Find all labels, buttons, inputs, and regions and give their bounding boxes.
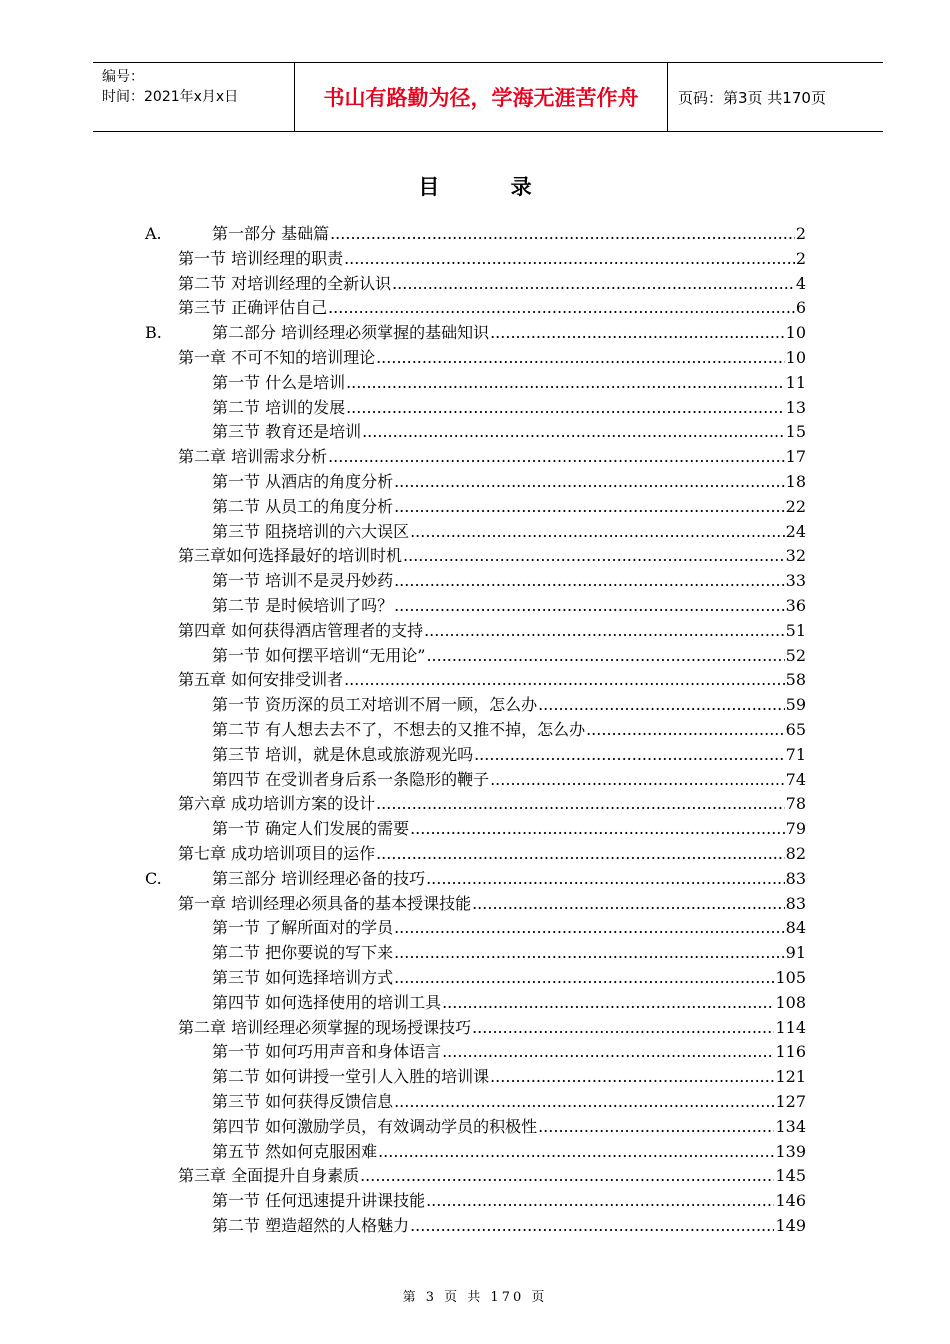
toc-entry-title: 第一节 如何巧用声音和身体语言 [212,1042,442,1062]
toc-entry-title: 第四节 在受训者身后系一条隐形的鞭子 [212,769,490,789]
toc-entry-page: 59 [785,695,806,715]
toc-entry-title: 第二节 有人想去去不了，不想去的又推不掉，怎么办 [212,720,586,739]
toc-entry-page: 134 [775,1116,806,1136]
toc-entry-page: 10 [785,323,806,343]
toc-leader-dots [394,593,785,618]
toc-leader-dots [344,667,785,692]
toc-leader-dots [472,1015,774,1040]
toc-part-prefix: C. [145,868,162,888]
toc-entry[interactable] [212,940,806,965]
toc-entry[interactable] [178,891,806,916]
toc-leader-dots [474,742,785,767]
toc-leader-dots [346,370,785,395]
toc-entry-title: 第七章 成功培训项目的运作 [178,844,376,863]
toc-entry-title: 第一章 不可不知的培训理论 [178,348,376,367]
toc-leader-dots [328,295,795,320]
toc-entry[interactable] [212,965,806,990]
toc-entry-page: 58 [785,670,806,690]
toc-leader-dots [346,395,785,420]
toc-leader-dots [394,568,785,593]
toc-entry-title: 第三节 培训，就是休息或旅游观光吗 [212,744,474,764]
toc-leader-dots [394,1089,774,1114]
toc-leader-dots [394,494,785,519]
toc-entry[interactable] [178,543,806,568]
toc-entry[interactable] [212,1039,806,1064]
toc-leader-dots [490,767,785,792]
toc-entry-page: 17 [785,447,806,467]
toc-entry[interactable] [212,1139,806,1164]
toc-entry-page: 65 [785,720,806,739]
document-number: 编号： [102,69,144,85]
toc-leader-dots [490,1064,774,1089]
toc-entry-title: 第二节 从员工的角度分析 [212,496,394,516]
toc-entry-page: 121 [775,1067,806,1087]
toc-entry[interactable] [178,271,806,296]
toc-entry-title: 第三节 教育还是培训 [212,422,362,442]
toc-entry-page: 32 [785,546,806,566]
header-page-info: 页码：第3页 共170页 [678,88,826,107]
toc-entry-title: 第二部分 培训经理必须掌握的基础知识 [212,323,490,343]
toc-entry[interactable] [212,568,806,593]
toc-leader-dots [394,940,785,965]
toc-leader-dots [394,915,785,940]
toc-entry[interactable] [178,618,806,643]
toc-leader-dots [426,643,784,668]
toc-leader-dots [344,246,795,271]
toc-entry-page: 22 [785,496,806,516]
toc-entry[interactable] [212,370,806,395]
toc-entry[interactable] [178,295,806,320]
toc-entry-title: 第三节 如何获得反馈信息 [212,1092,394,1111]
toc-leader-dots [410,519,785,544]
toc-entry[interactable] [212,1064,806,1089]
toc-entry[interactable] [212,742,806,767]
toc-leader-dots [394,965,774,990]
toc-leader-dots [403,543,785,568]
toc-title: 目 录 [418,174,564,199]
toc-entry-page: 145 [775,1166,806,1186]
toc-entry-page: 105 [775,968,806,987]
toc-entry-title: 第一节 从酒店的角度分析 [212,472,394,491]
toc-entry-page: 114 [775,1017,806,1037]
toc-entry-title: 第一节 任何迅速提升讲课技能 [212,1191,426,1211]
toc-leader-dots [376,345,785,370]
toc-entry-page: 52 [785,645,806,665]
toc-entry-title: 第一节 如何摆平培训“无用论” [212,645,426,665]
header-meta [93,63,295,131]
toc-entry-title: 第三章如何选择最好的培训时机 [178,546,403,566]
page-footer: 第 3 页 共 170 页 [402,1290,548,1305]
toc-entry[interactable] [212,767,806,792]
toc-entry-title: 第二节 如何讲授一堂引人入胜的培训课 [212,1067,490,1087]
toc-leader-dots [360,1163,774,1188]
toc-entry-page: 84 [785,918,806,938]
toc-entry-title: 第二节 培训的发展 [212,397,346,417]
toc-entry-title: 第五节 然如何克服困难 [212,1141,378,1161]
toc-entry-title: 第二节 是时候培训了吗？ [212,596,394,615]
toc-entry-page: 83 [785,893,806,913]
toc-entry[interactable] [145,866,806,891]
toc-leader-dots [330,221,795,246]
toc-entry[interactable] [212,1114,806,1139]
toc-entry-page: 146 [775,1191,806,1211]
toc-entry[interactable] [212,990,806,1015]
toc-entry-title: 第四章 如何获得酒店管理者的支持 [178,620,424,640]
toc-entry-title: 第一节 培训不是灵丹妙药 [212,571,394,591]
toc-leader-dots [410,1213,774,1238]
document-time: 时间：2021年x月x日 [102,89,239,105]
toc-entry[interactable] [178,246,806,271]
header-motto: 书山有路勤为径，学海无涯苦作舟 [295,63,668,131]
toc-entry-page: 108 [775,992,806,1012]
toc-entry[interactable] [212,519,806,544]
toc-leader-dots [538,1114,774,1139]
toc-entry-page: 116 [775,1042,806,1062]
toc-entry-page: 149 [775,1216,806,1235]
toc-entry[interactable] [178,841,806,866]
toc-entry-page: 71 [785,744,806,764]
toc-entry[interactable] [178,1015,806,1040]
toc-entry-page: 51 [785,620,806,640]
toc-entry[interactable] [178,1163,806,1188]
toc-entry-title: 第一章 培训经理必须具备的基本授课技能 [178,893,472,913]
toc-entry-page: 79 [785,819,806,839]
toc-entry-title: 第三节 如何选择培训方式 [212,968,394,987]
toc-entry-title: 第一节 培训经理的职责 [178,248,344,268]
toc-entry-page: 2 [795,248,806,268]
toc-entry-page: 36 [785,596,806,615]
toc-entry-page: 4 [795,273,806,293]
toc-leader-dots [376,791,785,816]
toc-entry-page: 10 [785,348,806,367]
toc-entry[interactable] [212,593,806,618]
toc-entry-page: 2 [795,224,806,243]
toc-entry-title: 第一节 什么是培训 [212,372,346,392]
toc-leader-dots [362,419,785,444]
toc-entry-page: 13 [785,397,806,417]
toc-leader-dots [490,320,785,345]
toc-leader-dots [394,469,785,494]
toc-entry[interactable] [178,667,806,692]
toc-entry[interactable] [212,692,806,717]
toc-entry-title: 第三部分 培训经理必备的技巧 [212,868,426,888]
toc-entry[interactable] [212,1188,806,1213]
toc-entry-page: 127 [775,1092,806,1111]
toc-entry-title: 第三节 阻挠培训的六大误区 [212,521,410,541]
toc-entry-title: 第二章 培训需求分析 [178,447,328,467]
page-header [93,62,883,132]
toc-entry-title: 第二节 塑造超然的人格魅力 [212,1216,410,1235]
toc-entry-title: 第二节 把你要说的写下来 [212,943,394,963]
toc-leader-dots [426,1188,774,1213]
toc-entry[interactable] [212,643,806,668]
toc-entry[interactable] [178,345,806,370]
toc-entry[interactable] [212,494,806,519]
toc-leader-dots [586,717,785,742]
toc-entry[interactable] [178,791,806,816]
toc-entry-page: 33 [785,571,806,591]
toc-part-prefix: B. [145,323,162,343]
toc-leader-dots [442,1039,774,1064]
toc-entry[interactable] [212,816,806,841]
toc-entry-page: 24 [785,521,806,541]
toc-entry-page: 74 [785,769,806,789]
toc-leader-dots [376,841,785,866]
toc-entry-title: 第一部分 基础篇 [212,224,330,243]
toc-leader-dots [442,990,774,1015]
toc-entry[interactable] [145,320,806,345]
toc-entry[interactable] [212,395,806,420]
toc-entry-page: 91 [785,943,806,963]
toc-entry[interactable] [212,1089,806,1114]
toc-entry-page: 82 [785,844,806,863]
toc-entry-title: 第一节 了解所面对的学员 [212,918,394,938]
toc-entry-title: 第四节 如何选择使用的培训工具 [212,992,442,1012]
toc-entry-page: 11 [785,372,806,392]
toc-entry-title: 第五章 如何安排受训者 [178,670,344,690]
toc-entry[interactable] [212,419,806,444]
toc-entry[interactable] [178,444,806,469]
toc-leader-dots [472,891,785,916]
toc-entry-title: 第三章 全面提升自身素质 [178,1166,360,1186]
toc-entry-title: 第一节 资历深的员工对培训不屑一顾，怎么办 [212,695,538,715]
toc-entry-page: 78 [785,794,806,814]
toc-entry-page: 83 [785,868,806,888]
toc-entry-title: 第三节 正确评估自己 [178,298,328,318]
toc-entry-page: 6 [795,298,806,318]
toc-part-prefix: A. [145,224,162,243]
toc-entry-title: 第六章 成功培训方案的设计 [178,794,376,814]
toc-entry[interactable] [212,717,806,742]
toc-entry-title: 第二节 对培训经理的全新认识 [178,273,392,293]
toc-entry-page: 139 [775,1141,806,1161]
toc-leader-dots [392,271,795,296]
toc-leader-dots [378,1139,774,1164]
toc-leader-dots [410,816,785,841]
toc-entry[interactable] [212,469,806,494]
toc-leader-dots [426,866,785,891]
toc-entry[interactable] [145,221,806,246]
toc-entry[interactable] [212,915,806,940]
toc-entry-page: 15 [785,422,806,442]
toc-entry-title: 第一节 确定人们发展的需要 [212,819,410,839]
toc-leader-dots [424,618,785,643]
toc-leader-dots [538,692,785,717]
toc-leader-dots [328,444,785,469]
toc-entry-title: 第二章 培训经理必须掌握的现场授课技巧 [178,1017,472,1037]
toc-entry-page: 18 [785,472,806,491]
toc-entry[interactable] [212,1213,806,1238]
toc-entry-title: 第四节 如何激励学员，有效调动学员的积极性 [212,1116,538,1136]
